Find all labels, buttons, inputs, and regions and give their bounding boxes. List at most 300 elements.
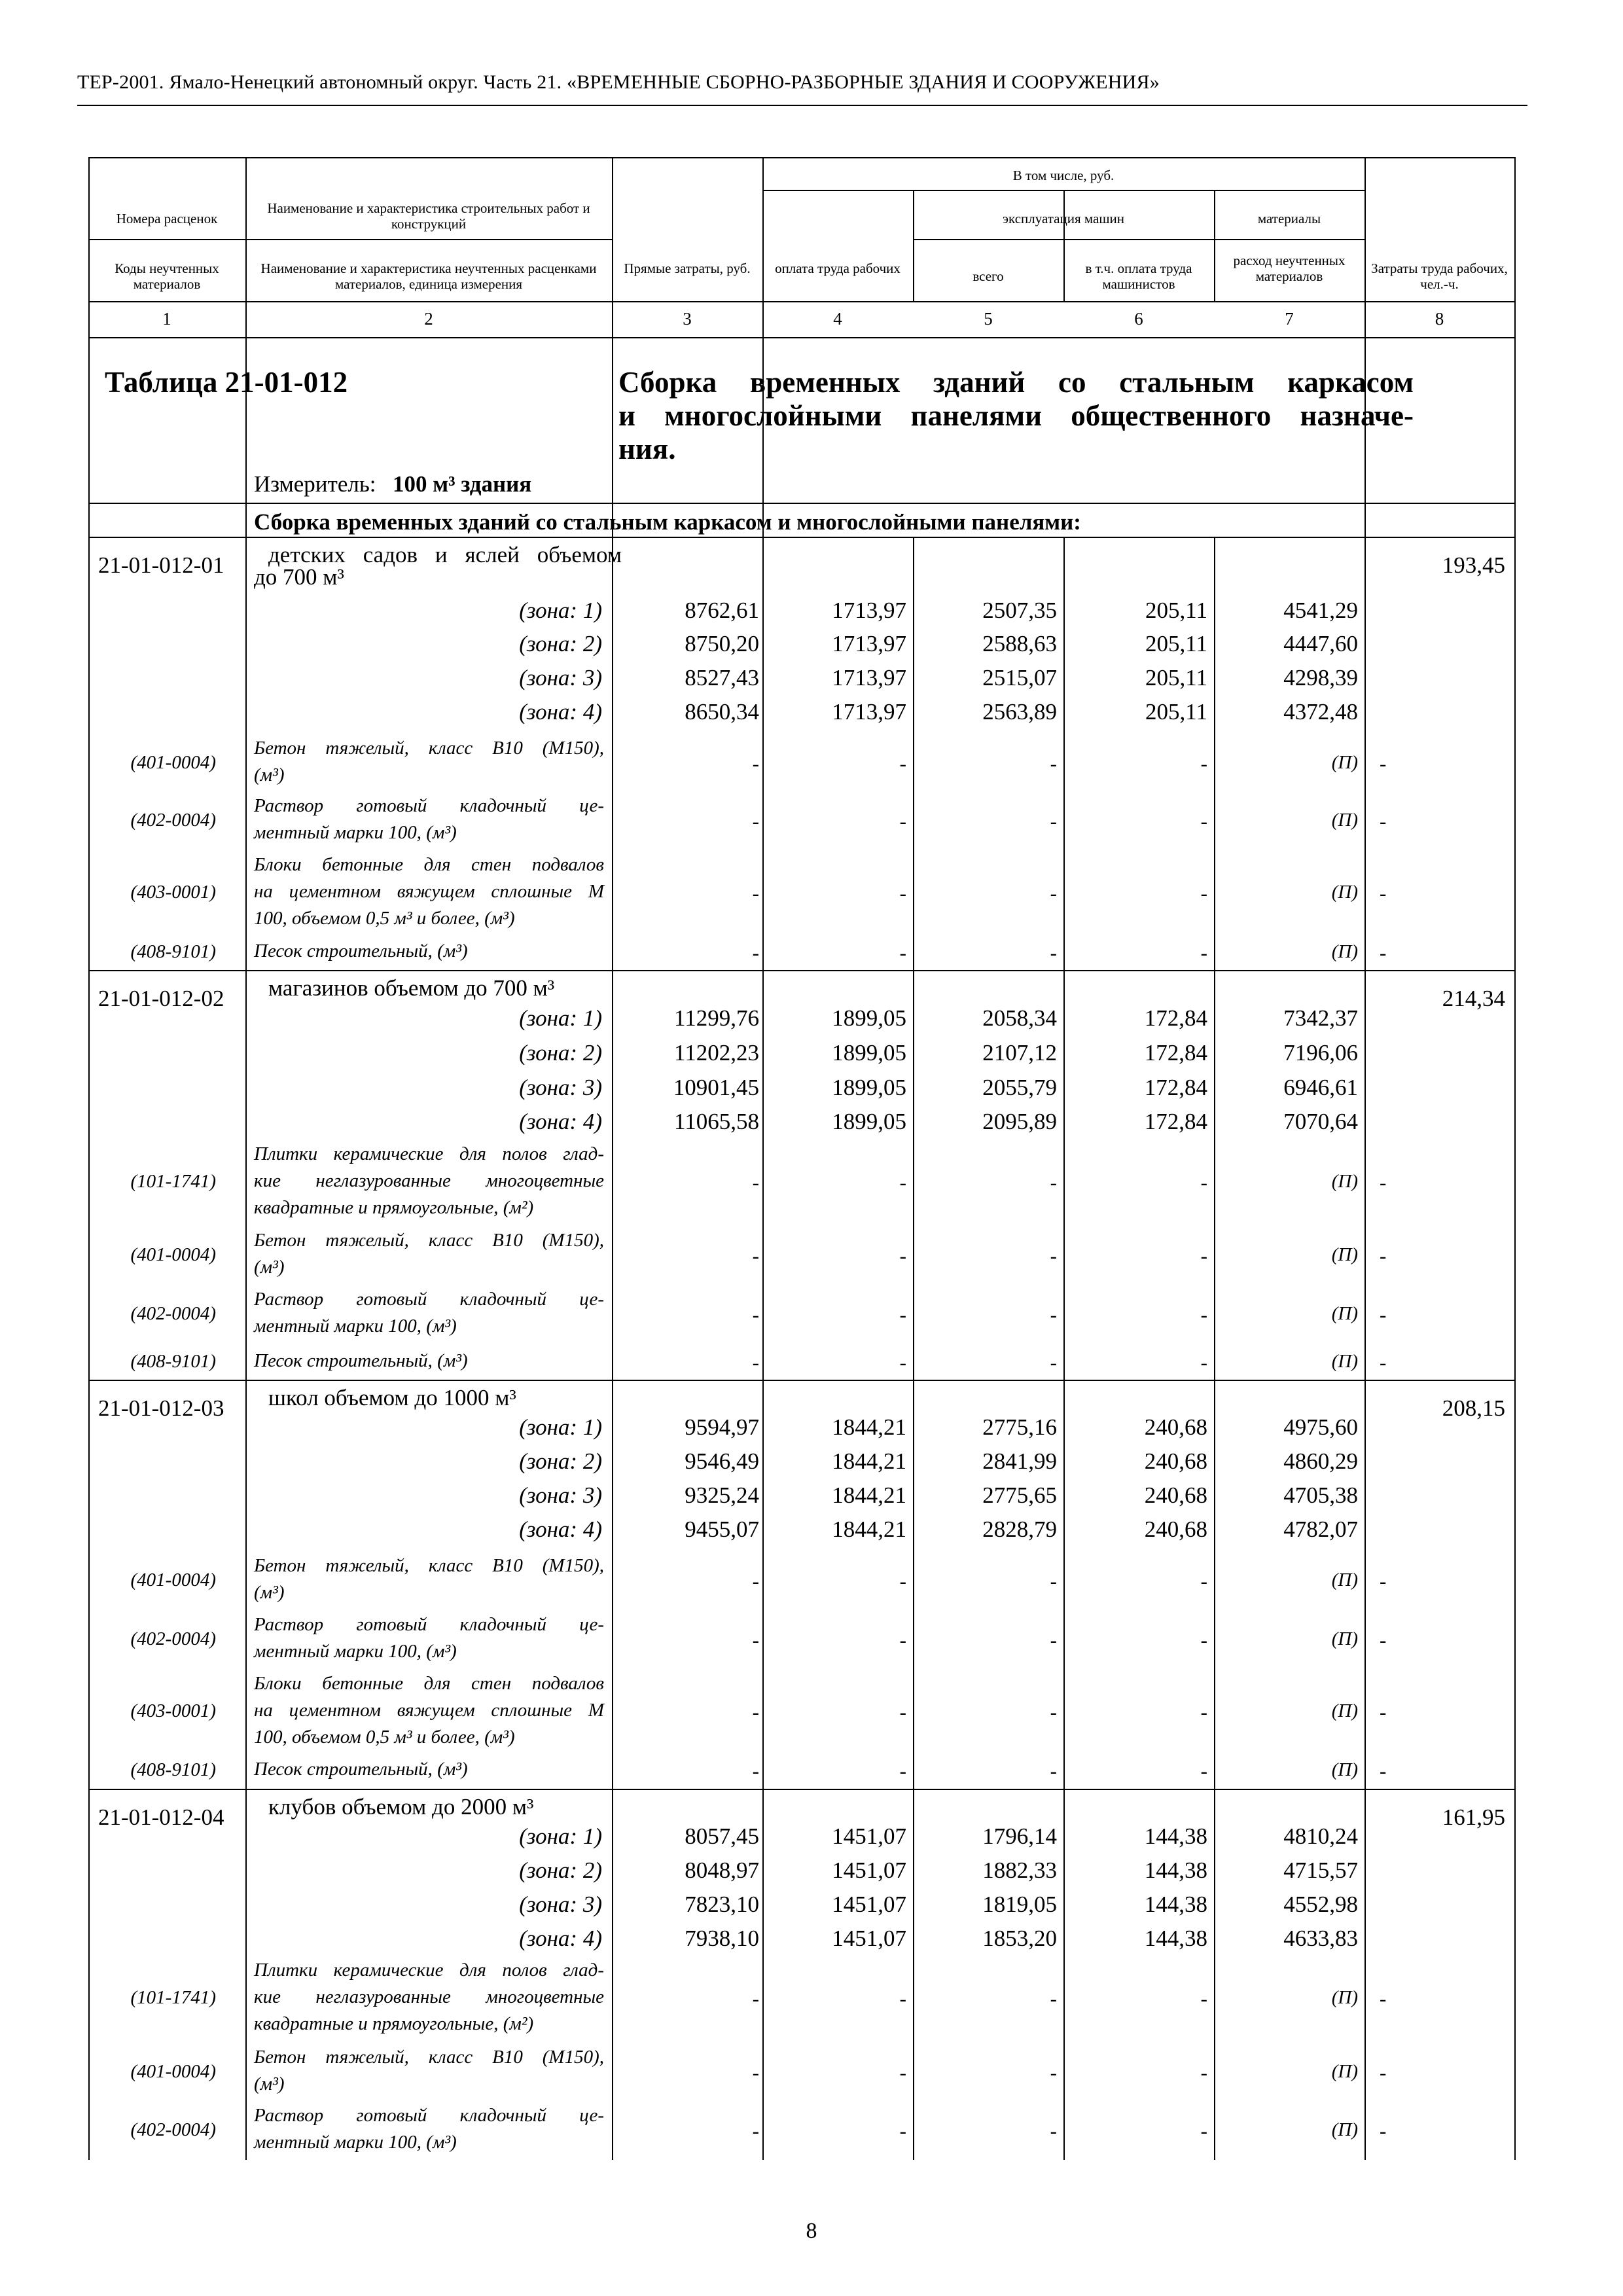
- grid-line: [762, 190, 1364, 191]
- material-dash: -: [899, 1700, 906, 1723]
- material-name: Блоки бетонные для стен подвалов: [254, 853, 604, 875]
- price-value: 8057,45: [685, 1823, 759, 1849]
- material-name: Плитки керамические для полов глад-: [254, 1959, 604, 1981]
- material-dash: -: [1200, 2119, 1207, 2142]
- material-name: Бетон тяжелый, класс В10 (М150),: [254, 1555, 604, 1576]
- zone-label: (зона: 1): [519, 1005, 602, 1031]
- material-consumption-mark: (П): [1331, 882, 1358, 903]
- price-value: 4447,60: [1283, 631, 1358, 656]
- material-dash: -: [1200, 752, 1207, 775]
- grid-line: [1364, 157, 1366, 2160]
- grid-line: [88, 970, 1514, 971]
- material-dash: -: [1050, 810, 1057, 833]
- price-value: 205,11: [1145, 665, 1207, 691]
- labor-cost: 208,15: [1442, 1395, 1505, 1421]
- price-value: 205,11: [1145, 598, 1207, 623]
- price-value: 11202,23: [674, 1040, 759, 1066]
- material-dash: -: [752, 1700, 759, 1723]
- material-name: квадратные и прямоугольные, (м²): [254, 1196, 534, 1218]
- header-column-number: 6: [1134, 309, 1143, 329]
- price-value: 144,38: [1144, 1857, 1207, 1883]
- material-name: (м³): [254, 1582, 285, 1603]
- price-value: 4705,38: [1283, 1482, 1358, 1508]
- grid-line: [1063, 1380, 1065, 1789]
- price-value: 1844,21: [832, 1516, 906, 1542]
- material-dash: -: [1380, 941, 1387, 964]
- material-code: (408-9101): [130, 941, 216, 962]
- material-dash: -: [899, 1244, 906, 1267]
- material-name: Раствор готовый кладочный це-: [254, 1614, 604, 1635]
- price-value: 8762,61: [685, 598, 759, 623]
- material-dash: -: [1380, 752, 1387, 775]
- grid-line: [1214, 1789, 1215, 2160]
- price-value: 240,68: [1144, 1448, 1207, 1474]
- material-dash: -: [1200, 2061, 1207, 2084]
- material-dash: -: [1200, 1171, 1207, 1194]
- price-value: 144,38: [1144, 1892, 1207, 1917]
- header-direct-costs: Прямые затраты, руб.: [624, 260, 751, 276]
- material-dash: -: [899, 752, 906, 775]
- price-value: 2775,65: [982, 1482, 1057, 1508]
- grid-line: [88, 157, 1514, 158]
- material-name: ментный марки 100, (м³): [254, 822, 457, 843]
- price-value: 1844,21: [832, 1482, 906, 1508]
- zone-label: (зона: 3): [519, 665, 602, 691]
- price-value: 4372,48: [1283, 699, 1358, 725]
- material-dash: -: [1050, 2061, 1057, 2084]
- material-code: (101-1741): [130, 1171, 216, 1192]
- material-dash: -: [899, 1628, 906, 1651]
- material-consumption-mark: (П): [1331, 810, 1358, 831]
- material-consumption-mark: (П): [1331, 1351, 1358, 1372]
- material-name: Бетон тяжелый, класс В10 (М150),: [254, 2047, 604, 2068]
- price-value: 4975,60: [1283, 1414, 1358, 1440]
- material-consumption-mark: (П): [1331, 1570, 1358, 1590]
- material-name: кие неглазурованные многоцветные: [254, 1986, 604, 2007]
- price-value: 1451,07: [832, 1823, 906, 1849]
- material-dash: -: [1380, 1303, 1387, 1326]
- price-value: 10901,45: [673, 1075, 759, 1100]
- price-value: 2775,16: [982, 1414, 1057, 1440]
- grid-line: [1063, 537, 1065, 970]
- material-name: Бетон тяжелый, класс В10 (М150),: [254, 738, 604, 759]
- material-code: (401-0004): [130, 1244, 216, 1265]
- material-code: (408-9101): [130, 1759, 216, 1780]
- material-dash: -: [899, 1171, 906, 1194]
- material-code: (401-0004): [130, 2061, 216, 2082]
- grid-line: [1514, 157, 1516, 2160]
- header-machine-operation: эксплуатация машин: [1003, 211, 1124, 226]
- material-dash: -: [1200, 882, 1207, 905]
- material-dash: -: [1380, 2119, 1387, 2142]
- material-dash: -: [752, 752, 759, 775]
- header-column-number: 5: [984, 309, 993, 329]
- material-code: (101-1741): [130, 1987, 216, 2008]
- material-dash: -: [1200, 941, 1207, 964]
- grid-line: [913, 190, 914, 301]
- header-column-number: 8: [1435, 309, 1444, 329]
- price-value: 1713,97: [832, 665, 906, 691]
- material-code: (403-0001): [130, 1700, 216, 1721]
- price-value: 2841,99: [982, 1448, 1057, 1474]
- zone-label: (зона: 1): [519, 598, 602, 623]
- price-value: 1713,97: [832, 598, 906, 623]
- grid-line: [88, 157, 90, 2160]
- price-value: 1844,21: [832, 1448, 906, 1474]
- material-dash: -: [1200, 1244, 1207, 1267]
- price-value: 240,68: [1144, 1414, 1207, 1440]
- price-value: 4541,29: [1283, 598, 1358, 623]
- price-value: 2507,35: [982, 598, 1057, 623]
- material-dash: -: [752, 1570, 759, 1592]
- material-name: Раствор готовый кладочный це-: [254, 1289, 604, 1310]
- zone-label: (зона: 2): [519, 631, 602, 656]
- material-name: ментный марки 100, (м³): [254, 2132, 457, 2153]
- price-value: 172,84: [1144, 1109, 1207, 1134]
- header-column-number: 2: [424, 309, 433, 329]
- material-dash: -: [1380, 1628, 1387, 1651]
- material-name: кие неглазурованные многоцветные: [254, 1170, 604, 1191]
- material-name: на цементном вяжущем сплошные М: [254, 880, 604, 902]
- work-name: детских садов и яслей объемом: [268, 542, 622, 567]
- material-dash: -: [1050, 752, 1057, 775]
- material-dash: -: [899, 1303, 906, 1326]
- grid-line: [88, 1789, 1514, 1790]
- material-dash: -: [1200, 1351, 1207, 1374]
- material-code: (402-0004): [130, 1628, 216, 1649]
- material-name: Песок строительный, (м³): [254, 1758, 468, 1780]
- material-dash: -: [752, 1303, 759, 1326]
- material-name: ментный марки 100, (м³): [254, 1316, 457, 1336]
- price-value: 7823,10: [685, 1892, 759, 1917]
- material-dash: -: [752, 1244, 759, 1267]
- material-dash: -: [1050, 2119, 1057, 2142]
- material-consumption-mark: (П): [1331, 1987, 1358, 2008]
- material-dash: -: [1050, 1303, 1057, 1326]
- table-title: ния.: [618, 433, 676, 465]
- price-value: 1451,07: [832, 1892, 906, 1917]
- material-name: Песок строительный, (м³): [254, 940, 468, 961]
- material-name: Плитки керамические для полов глад-: [254, 1143, 604, 1164]
- material-dash: -: [1050, 941, 1057, 964]
- rate-code: 21-01-012-03: [98, 1395, 224, 1421]
- material-consumption-mark: (П): [1331, 1700, 1358, 1721]
- header-column-number: 3: [683, 309, 692, 329]
- material-name: (м³): [254, 2073, 285, 2094]
- price-value: 172,84: [1144, 1005, 1207, 1031]
- header-unaccounted-materials: расход неучтенных материалов: [1233, 253, 1346, 284]
- material-dash: -: [1200, 810, 1207, 833]
- price-value: 205,11: [1145, 631, 1207, 656]
- work-name: клубов объемом до 2000 м³: [268, 1794, 534, 1820]
- grid-line: [762, 1789, 764, 2160]
- material-name: 100, объемом 0,5 м³ и более, (м³): [254, 1726, 515, 1748]
- material-dash: -: [1050, 1759, 1057, 1782]
- grid-line: [88, 301, 1514, 302]
- price-value: 7070,64: [1283, 1109, 1358, 1134]
- price-value: 144,38: [1144, 1823, 1207, 1849]
- grid-line: [762, 1380, 764, 1789]
- price-value: 1899,05: [832, 1109, 906, 1134]
- header-material-names: Наименование и характеристика неучтенных расценками материалов, единица измерения: [260, 260, 597, 292]
- rate-code: 21-01-012-01: [98, 552, 224, 578]
- work-name: школ объемом до 1000 м³: [268, 1385, 516, 1410]
- price-value: 1899,05: [832, 1040, 906, 1066]
- grid-line: [1063, 190, 1065, 301]
- material-name: на цементном вяжущем сплошные М: [254, 1699, 604, 1721]
- material-dash: -: [1050, 1700, 1057, 1723]
- zone-label: (зона: 4): [519, 699, 602, 725]
- material-dash: -: [752, 1987, 759, 2010]
- price-value: 4298,39: [1283, 665, 1358, 691]
- price-value: 1853,20: [982, 1926, 1057, 1951]
- material-dash: -: [1380, 1244, 1387, 1267]
- meter-label: Измеритель:: [254, 471, 376, 497]
- price-value: 9325,24: [685, 1482, 759, 1508]
- zone-label: (зона: 2): [519, 1857, 602, 1883]
- grid-line: [612, 157, 613, 2160]
- material-name: (м³): [254, 1257, 285, 1278]
- header-material-codes: Коды неучтенных материалов: [115, 260, 219, 292]
- material-dash: -: [1050, 1351, 1057, 1374]
- price-value: 2107,12: [982, 1040, 1057, 1066]
- price-value: 8650,34: [685, 699, 759, 725]
- price-value: 2055,79: [982, 1075, 1057, 1100]
- rate-code: 21-01-012-04: [98, 1804, 224, 1830]
- grid-line: [88, 503, 1514, 504]
- price-value: 1819,05: [982, 1892, 1057, 1917]
- zone-label: (зона: 1): [519, 1823, 602, 1849]
- material-dash: -: [752, 941, 759, 964]
- grid-line: [88, 239, 612, 240]
- header-column-number: 7: [1285, 309, 1294, 329]
- grid-line: [1063, 970, 1065, 1380]
- material-dash: -: [1050, 1987, 1057, 2010]
- material-dash: -: [1200, 1303, 1207, 1326]
- header-rate-number: Номера расценок: [116, 211, 218, 226]
- material-name: Раствор готовый кладочный це-: [254, 2105, 604, 2126]
- material-code: (402-0004): [130, 1303, 216, 1324]
- price-value: 4633,83: [1283, 1926, 1358, 1951]
- material-dash: -: [1380, 2061, 1387, 2084]
- page-header: ТЕР-2001. Ямало-Ненецкий автономный округ. Часть 21. «ВРЕМЕННЫЕ СБОРНО-РАЗБОРНЫЕ ЗДАНИЯ И СООРУЖЕНИЯ»: [77, 71, 1160, 93]
- material-dash: -: [1380, 810, 1387, 833]
- material-dash: -: [1050, 1244, 1057, 1267]
- material-dash: -: [752, 2061, 759, 2084]
- price-value: 1882,33: [982, 1857, 1057, 1883]
- material-dash: -: [899, 1759, 906, 1782]
- material-dash: -: [752, 2119, 759, 2142]
- price-value: 240,68: [1144, 1482, 1207, 1508]
- material-consumption-mark: (П): [1331, 2061, 1358, 2082]
- material-dash: -: [899, 941, 906, 964]
- price-value: 9546,49: [685, 1448, 759, 1474]
- material-code: (408-9101): [130, 1351, 216, 1372]
- grid-line: [1063, 1789, 1065, 2160]
- material-dash: -: [1050, 1570, 1057, 1592]
- grid-line: [1214, 537, 1215, 970]
- table-title: и многослойными панелями общественного назначе-: [618, 399, 1414, 432]
- material-consumption-mark: (П): [1331, 2119, 1358, 2140]
- price-value: 11065,58: [674, 1109, 759, 1134]
- table-label: Таблица 21-01-012: [105, 366, 348, 399]
- material-dash: -: [1200, 1759, 1207, 1782]
- grid-line: [913, 970, 914, 1380]
- material-dash: -: [1380, 1570, 1387, 1592]
- material-dash: -: [752, 1628, 759, 1651]
- price-value: 9594,97: [685, 1414, 759, 1440]
- labor-cost: 214,34: [1442, 986, 1505, 1011]
- work-name: магазинов объемом до 700 м³: [268, 975, 555, 1001]
- price-value: 7196,06: [1283, 1040, 1358, 1066]
- material-name: Бетон тяжелый, класс В10 (М150),: [254, 1230, 604, 1251]
- price-value: 7938,10: [685, 1926, 759, 1951]
- price-value: 11299,76: [674, 1005, 759, 1031]
- header-worker-wages: оплата труда рабочих: [775, 260, 901, 276]
- material-dash: -: [1200, 1570, 1207, 1592]
- price-value: 4810,24: [1283, 1823, 1358, 1849]
- price-value: 4860,29: [1283, 1448, 1358, 1474]
- price-value: 4715,57: [1283, 1857, 1358, 1883]
- material-dash: -: [1050, 882, 1057, 905]
- header-column-number: 1: [162, 309, 171, 329]
- price-value: 1796,14: [982, 1823, 1057, 1849]
- material-name: ментный марки 100, (м³): [254, 1641, 457, 1662]
- material-dash: -: [1380, 1759, 1387, 1782]
- grid-line: [88, 337, 1514, 338]
- zone-label: (зона: 3): [519, 1482, 602, 1508]
- grid-line: [88, 537, 1514, 538]
- header-materials: материалы: [1257, 211, 1321, 226]
- material-dash: -: [1050, 1171, 1057, 1194]
- price-value: 2563,89: [982, 699, 1057, 725]
- material-dash: -: [1380, 1987, 1387, 2010]
- material-dash: -: [1380, 882, 1387, 905]
- price-value: 1899,05: [832, 1075, 906, 1100]
- material-dash: -: [752, 1759, 759, 1782]
- grid-line: [245, 157, 247, 2160]
- material-dash: -: [899, 882, 906, 905]
- material-name: Раствор готовый кладочный це-: [254, 795, 604, 816]
- material-consumption-mark: (П): [1331, 1244, 1358, 1265]
- rate-code: 21-01-012-02: [98, 986, 224, 1011]
- grid-line: [762, 970, 764, 1380]
- grid-line: [1214, 1380, 1215, 1789]
- material-consumption-mark: (П): [1331, 752, 1358, 773]
- material-dash: -: [899, 1351, 906, 1374]
- material-consumption-mark: (П): [1331, 1759, 1358, 1780]
- material-dash: -: [1200, 1987, 1207, 2010]
- grid-line: [88, 1380, 1514, 1381]
- price-value: 8527,43: [685, 665, 759, 691]
- price-value: 2058,34: [982, 1005, 1057, 1031]
- material-consumption-mark: (П): [1331, 941, 1358, 962]
- price-value: 4782,07: [1283, 1516, 1358, 1542]
- zone-label: (зона: 4): [519, 1109, 602, 1134]
- zone-label: (зона: 2): [519, 1448, 602, 1474]
- header-including: В том числе, руб.: [1012, 168, 1115, 183]
- material-name: Блоки бетонные для стен подвалов: [254, 1672, 604, 1694]
- grid-line: [913, 537, 914, 970]
- price-value: 8048,97: [685, 1857, 759, 1883]
- material-dash: -: [899, 2119, 906, 2142]
- material-dash: -: [899, 2061, 906, 2084]
- material-dash: -: [1380, 1171, 1387, 1194]
- material-name: Песок строительный, (м³): [254, 1350, 468, 1371]
- material-code: (403-0001): [130, 882, 216, 903]
- section-title: Сборка временных зданий со стальным каркасом и многослойными панелями:: [254, 509, 1081, 535]
- zone-label: (зона: 3): [519, 1892, 602, 1917]
- zone-label: (зона: 2): [519, 1040, 602, 1066]
- work-name: до 700 м³: [254, 564, 344, 590]
- price-value: 1451,07: [832, 1857, 906, 1883]
- grid-line: [1214, 190, 1215, 301]
- material-dash: -: [752, 1351, 759, 1374]
- price-value: 4552,98: [1283, 1892, 1358, 1917]
- grid-line: [1214, 970, 1215, 1380]
- price-value: 7342,37: [1283, 1005, 1358, 1031]
- material-dash: -: [752, 882, 759, 905]
- price-value: 1713,97: [832, 631, 906, 656]
- price-value: 144,38: [1144, 1926, 1207, 1951]
- price-value: 9455,07: [685, 1516, 759, 1542]
- header-machines-total: всего: [972, 268, 1004, 284]
- zone-label: (зона: 4): [519, 1516, 602, 1542]
- material-name: 100, объемом 0,5 м³ и более, (м³): [254, 907, 515, 929]
- price-value: 1713,97: [832, 699, 906, 725]
- material-dash: -: [899, 1570, 906, 1592]
- material-code: (402-0004): [130, 810, 216, 831]
- price-value: 1899,05: [832, 1005, 906, 1031]
- price-value: 6946,61: [1283, 1075, 1358, 1100]
- material-dash: -: [1200, 1700, 1207, 1723]
- material-consumption-mark: (П): [1331, 1303, 1358, 1324]
- material-code: (402-0004): [130, 2119, 216, 2140]
- material-dash: -: [1380, 1700, 1387, 1723]
- grid-line: [913, 1380, 914, 1789]
- price-value: 172,84: [1144, 1040, 1207, 1066]
- price-value: 2588,63: [982, 631, 1057, 656]
- price-value: 1451,07: [832, 1926, 906, 1951]
- price-value: 205,11: [1145, 699, 1207, 725]
- price-value: 172,84: [1144, 1075, 1207, 1100]
- zone-label: (зона: 1): [519, 1414, 602, 1440]
- header-labor-costs: Затраты труда рабочих, чел.-ч.: [1371, 260, 1508, 292]
- page-number: 8: [806, 2219, 817, 2243]
- price-value: 240,68: [1144, 1516, 1207, 1542]
- price-value: 2828,79: [982, 1516, 1057, 1542]
- material-dash: -: [1200, 1628, 1207, 1651]
- material-consumption-mark: (П): [1331, 1171, 1358, 1192]
- header-operator-wages: в т.ч. оплата труда машинистов: [1085, 260, 1192, 292]
- material-dash: -: [752, 810, 759, 833]
- price-value: 1844,21: [832, 1414, 906, 1440]
- material-name: квадратные и прямоугольные, (м²): [254, 2013, 534, 2034]
- grid-line: [913, 1789, 914, 2160]
- material-dash: -: [899, 810, 906, 833]
- price-value: 8750,20: [685, 631, 759, 656]
- zone-label: (зона: 3): [519, 1075, 602, 1100]
- labor-cost: 161,95: [1442, 1804, 1505, 1830]
- zone-label: (зона: 4): [519, 1926, 602, 1951]
- price-value: 2515,07: [982, 665, 1057, 691]
- grid-line: [762, 537, 764, 970]
- material-consumption-mark: (П): [1331, 1628, 1358, 1649]
- material-code: (401-0004): [130, 1570, 216, 1590]
- material-dash: -: [899, 1987, 906, 2010]
- material-dash: -: [1050, 1628, 1057, 1651]
- header-column-number: 4: [833, 309, 842, 329]
